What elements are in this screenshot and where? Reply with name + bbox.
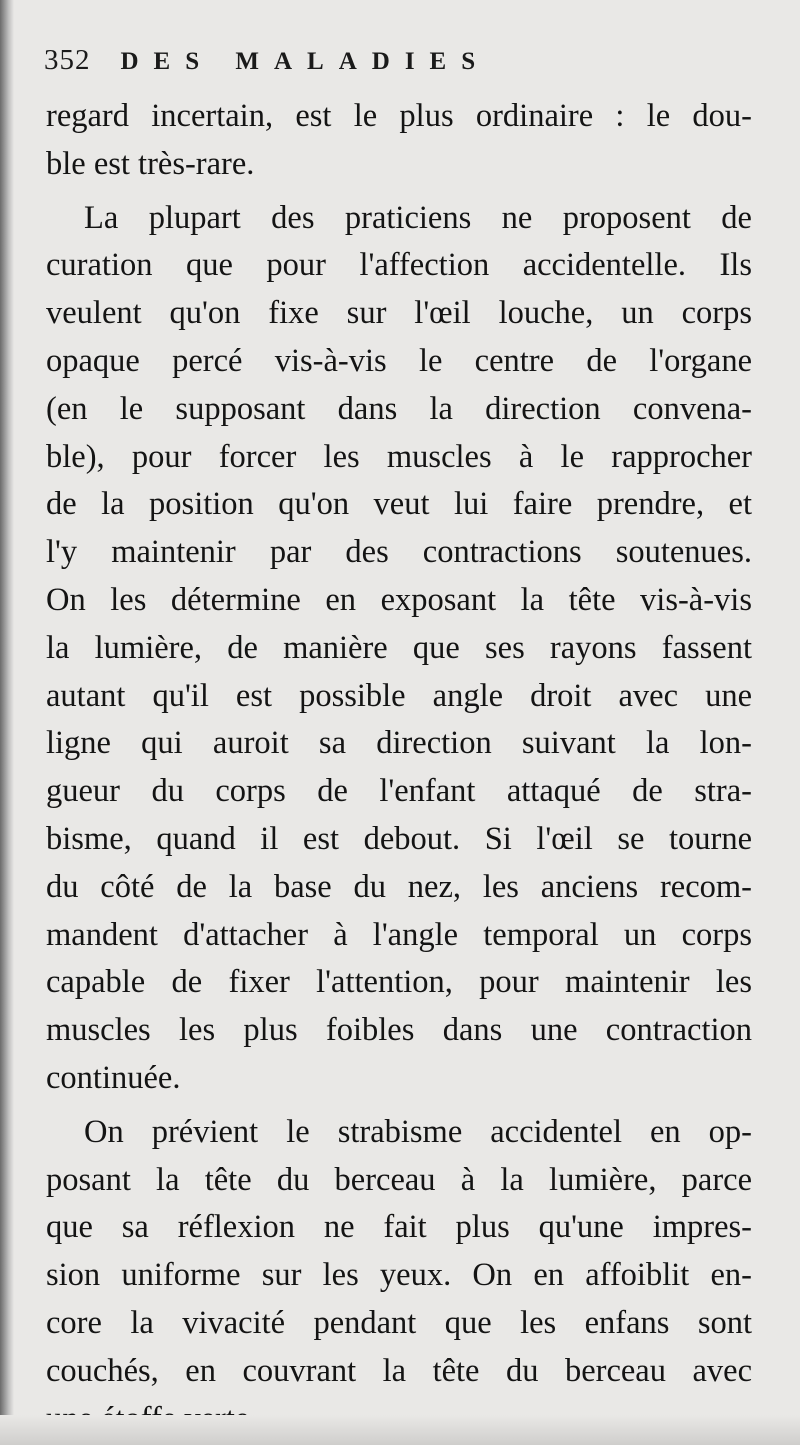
page-header: [44, 44, 490, 80]
text-line: core la vivacité pendant que les enfans sont: [46, 1304, 752, 1341]
text-line: curation que pour l'affection accidentelle. Ils: [46, 247, 752, 284]
text-line: capable de fixer l'attention, pour maintenir les: [46, 964, 752, 1001]
text-line: mandent d'attacher à l'angle temporal un corps: [46, 916, 752, 953]
text-line: sion uniforme sur les yeux. On en affoiblit en-: [46, 1257, 752, 1294]
text-line: On les détermine en exposant la tête vis-à-vis: [46, 581, 752, 618]
binding-shadow: [0, 0, 14, 1445]
text-line: (en le supposant dans la direction convena-: [46, 390, 752, 427]
text-line: muscles les plus foibles dans une contraction: [46, 1012, 752, 1049]
text-line: opaque percé vis-à-vis le centre de l'organe: [46, 342, 752, 379]
page-number: 352: [44, 44, 91, 76]
text-line: la lumière, de manière que ses rayons fassent: [46, 629, 752, 666]
text-line: autant qu'il est possible angle droit avec une: [46, 677, 752, 714]
text-line: On prévient le strabisme accidentel en op-: [84, 1113, 752, 1150]
text-line: ligne qui auroit sa direction suivant la lon-: [46, 725, 752, 762]
text-line: ble), pour forcer les muscles à le rapprocher: [46, 438, 752, 475]
text-line: La plupart des praticiens ne proposent de: [84, 199, 752, 236]
paragraph: [46, 1109, 752, 1444]
text-line: bisme, quand il est debout. Si l'œil se tourne: [46, 820, 752, 857]
text-line: gueur du corps de l'enfant attaqué de stra-: [46, 773, 752, 810]
text-line: ble est très-rare.: [46, 145, 255, 182]
text-line: continuée.: [46, 1059, 181, 1096]
running-head: DES MALADIES: [120, 48, 491, 75]
text-line: regard incertain, est le plus ordinaire : le dou-: [46, 98, 752, 134]
text-line: du côté de la base du nez, les anciens recom-: [46, 868, 752, 905]
body-text: [46, 93, 752, 1443]
text-line: l'y maintenir par des contractions soutenues.: [46, 534, 752, 571]
text-line: couchés, en couvrant la tête du berceau avec: [46, 1352, 752, 1389]
paragraph: [46, 93, 752, 189]
text-line: de la position qu'on veut lui faire prendre, et: [46, 486, 752, 523]
paragraph: [46, 195, 752, 1103]
page-bottom-shade: [0, 1415, 800, 1445]
text-line: que sa réflexion ne fait plus qu'une impres-: [46, 1209, 752, 1246]
text-line: posant la tête du berceau à la lumière, parce: [46, 1161, 752, 1198]
text-line: veulent qu'on fixe sur l'œil louche, un corps: [46, 295, 752, 332]
